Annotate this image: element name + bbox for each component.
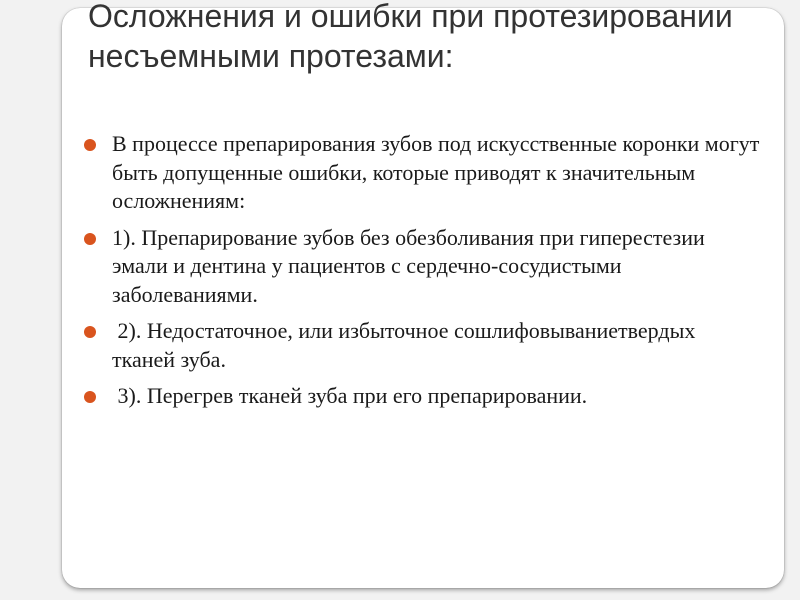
bullet-list	[82, 130, 762, 419]
bullet-dot-icon	[84, 139, 96, 151]
bullet-item	[82, 130, 762, 216]
slide-title: Осложнения и ошибки при протезировании несъемными протезами:	[88, 0, 733, 74]
bullet-text: 3). Перегрев тканей зуба при его препарировании.	[112, 383, 588, 408]
bullet-text: В процессе препарирования зубов под искусственные коронки могут быть допущенные ошибки, которые приводят к значительным осложнениям:	[112, 131, 760, 213]
bullet-text: 1). Препарирование зубов без обезболивания при гиперестезии эмали и дентина у пациентов с сердечно-сосудистыми заболеваниями.	[112, 224, 705, 307]
bullet-dot-icon	[84, 391, 96, 403]
bullet-dot-icon	[84, 233, 96, 245]
bullet-text: 2). Недостаточное, или избыточное сошлифовываниетвердых тканей зуба.	[112, 318, 701, 372]
bullet-item	[82, 224, 762, 310]
bullet-item	[82, 317, 762, 374]
bullet-dot-icon	[84, 326, 96, 338]
bullet-item	[82, 382, 762, 411]
